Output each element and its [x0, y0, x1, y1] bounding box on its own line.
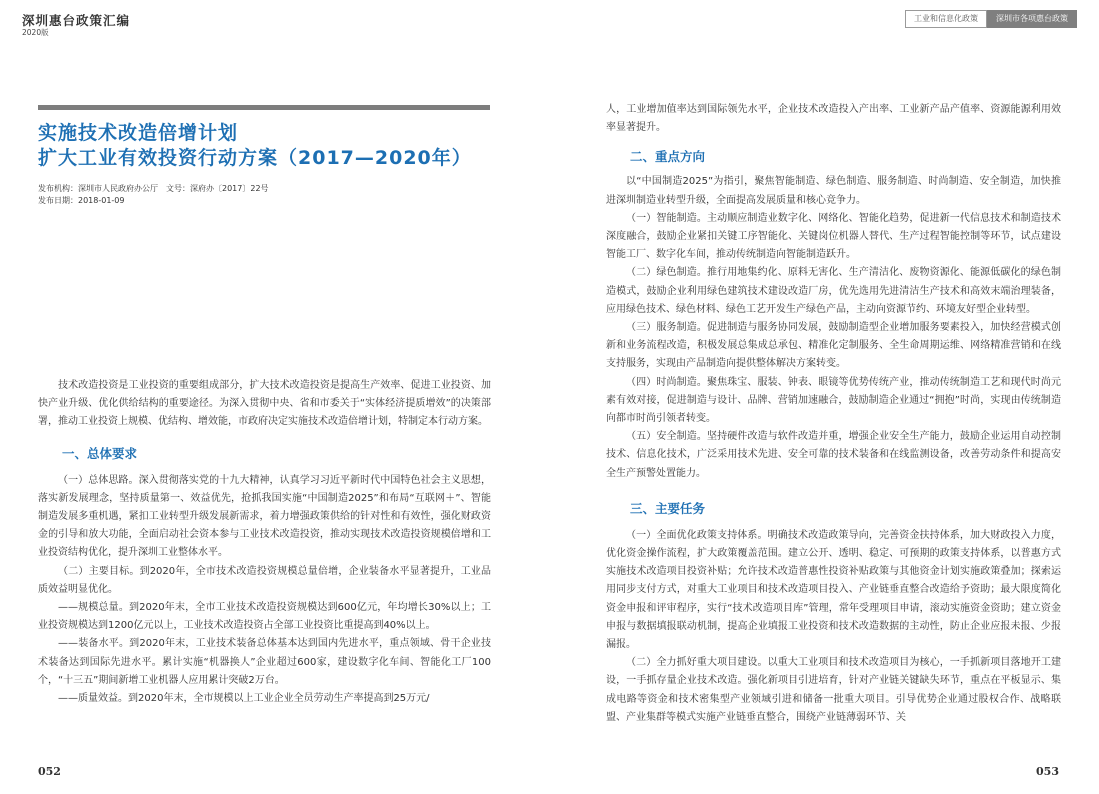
paragraph: （二）绿色制造。推行用地集约化、原料无害化、生产清洁化、废物资源化、能源低碳化的绿色制造模式，鼓励企业利用绿色建筑技术建设改造厂房，优先选用先进清洁生产技术和高效末端治理装备，应用绿色技术、绿色材料、绿色工艺开发生产绿色产品，主动向资源节约、环境友好型企业转型。: [606, 267, 1061, 315]
title-rule: [38, 105, 490, 110]
paragraph: （二）主要目标。到2020年，全市技术改造投资规模总量倍增，企业装备水平显著提升，工业品质效益明显优化。: [38, 565, 491, 595]
left-column: [38, 377, 491, 708]
paragraph: （一）总体思路。深入贯彻落实党的十九大精神，认真学习习近平新时代中国特色社会主义思想，落实新发展理念，坚持质量第一、效益优先，抢抓我国实施“中国制造2025”和布局“互联网＋”、智能制造发展多重机遇，紧扣工业转型升级发展新需求，着力增强政策供给的针对性和有效性，强化财政资金的引导和放大功能，全面启动社会资本参与工业技术改造投资，推动实现技术改造投资规模倍增和工业投资结构优化，提升深圳工业整体水平。: [38, 474, 491, 559]
paragraph: ——规模总量。到2020年末，全市工业技术改造投资规模达到600亿元，年均增长30%以上；工业投资规模达到1200亿元以上，工业技术改造投资占全部工业投资比重提高到40%以上。: [38, 602, 491, 632]
issuer-line: 发布机构：深圳市人民政府办公厅 文号：深府办〔2017〕22号: [38, 184, 269, 193]
page-number-left: 052: [38, 765, 61, 778]
document-meta: [38, 183, 269, 207]
paragraph: ——质量效益。到2020年末，全市规模以上工业企业全员劳动生产率提高到25万元/: [58, 693, 430, 705]
document-title: [38, 121, 472, 171]
edition-label: 2020版: [22, 28, 49, 37]
right-column: [606, 101, 1061, 727]
tab-shenzhen-policy: 深圳市各项惠台政策: [987, 10, 1077, 28]
title-line-1: 实施技术改造倍增计划: [38, 122, 239, 144]
paragraph: （三）服务制造。促进制造与服务协同发展，鼓励制造型企业增加服务要素投入，加快经营模式创新和业务流程改造，积极发展总集成总承包、精准化定制服务、全生命周期运维、网络精准营销和在线支持服务，实现由产品制造向提供整体解决方案转变。: [606, 322, 1061, 370]
section-heading-3: 三、主要任务: [630, 500, 706, 516]
section-heading-1: 一、总体要求: [62, 445, 138, 461]
paragraph: （二）全力抓好重大项目建设。以重大工业项目和技术改造项目为核心，一手抓新项目落地开工建设，一手抓存量企业技术改造。强化新项目引进培育，针对产业链关键缺失环节，重点在平板显示、集成电路等资金和技术密集型产业领域引进和储备一批重大项目。引导优势企业通过股权合作、战略联盟、产业集群等模式实施产业链垂直整合，围绕产业链薄弱环节、关: [606, 657, 1061, 723]
section-heading-2: 二、重点方向: [630, 149, 706, 165]
paragraph: （四）时尚制造。聚焦珠宝、服装、钟表、眼镜等优势传统产业，推动传统制造工艺和现代时尚元素有效对接，促进制造与设计、品牌、营销加速融合，鼓励制造企业通过“拥抱”时尚，实现由传统制造向都市时尚引领者转变。: [606, 376, 1061, 425]
collection-title: 深圳惠台政策汇编: [22, 13, 131, 28]
paragraph: 以“中国制造2025”为指引，聚焦智能制造、绿色制造、服务制造、时尚制造、安全制造，加快推进深圳制造业转型升级，全面提高发展质量和核心竞争力。: [606, 176, 1061, 206]
intro-paragraph: 技术改造投资是工业投资的重要组成部分，扩大技术改造投资是提高生产效率、促进工业投资、加快产业升级、优化供给结构的重要途径。为深入贯彻中央、省和市委关于“实体经济提质增效”的决策部署，推动工业投资上规模、优结构、增效能，市政府决定实施技术改造倍增计划，特制定本行动方案。: [38, 380, 491, 428]
paragraph: （一）智能制造。主动顺应制造业数字化、网络化、智能化趋势，促进新一代信息技术和制造技术深度融合，鼓励企业紧扣关键工序智能化、关键岗位机器人替代、生产过程智能控制等环节，试点建设智能工厂、数字化车间，推动传统制造向智能制造跃升。: [606, 212, 1061, 261]
page-number-right: 053: [1036, 765, 1059, 778]
tab-industry-policy: 工业和信息化政策: [905, 10, 987, 28]
paragraph: （五）安全制造。坚持硬件改造与软件改造并重，增强企业安全生产能力，鼓励企业运用自动控制技术、信息化技术，广泛采用技术先进、安全可靠的技术装备和在线监测设备，改善劳动条件和提高安全生产预警处置能力。: [606, 431, 1061, 479]
header-tabs: [905, 10, 1077, 28]
title-line-2: 扩大工业有效投资行动方案（2017—2020年）: [38, 147, 472, 169]
paragraph: （一）全面优化政策支持体系。明确技术改造政策导向，完善资金扶持体系，加大财政投入力度，优化资金操作流程，扩大政策覆盖范围。建立公开、透明、稳定、可预期的政策支持体系，以普惠方式实施技术改造项目投资补贴；允许技术改造普惠性投资补贴政策与其他资金计划实施政策叠加；探索运用同步支付方式，对重大工业项目和技术改造项目投入、产业链垂直整合改造给予资助；最大限度简化资金申报和评审程序，实行“技术改造项目库”管理，常年受理项目申请，滚动实施资金资助；建立资金申报与数据填报联动机制，提高企业填报工业投资和技术改造数据的主动性，防止企业应报未报、少报漏报。: [606, 529, 1061, 651]
date-line: 发布日期：2018-01-09: [38, 196, 125, 205]
paragraph: ——装备水平。到2020年末，工业技术装备总体基本达到国内先进水平，重点领域、骨干企业技术装备达到国际先进水平。累计实施“机器换人”企业超过600家，建设数字化车间、智能化工厂100个，“十三五”期间新增工业机器人应用累计突破2万台。: [38, 638, 491, 686]
continued-paragraph: 人，工业增加值率达到国际领先水平，企业技术改造投入产出率、工业新产品产值率、资源能源利用效率显著提升。: [606, 104, 1061, 134]
